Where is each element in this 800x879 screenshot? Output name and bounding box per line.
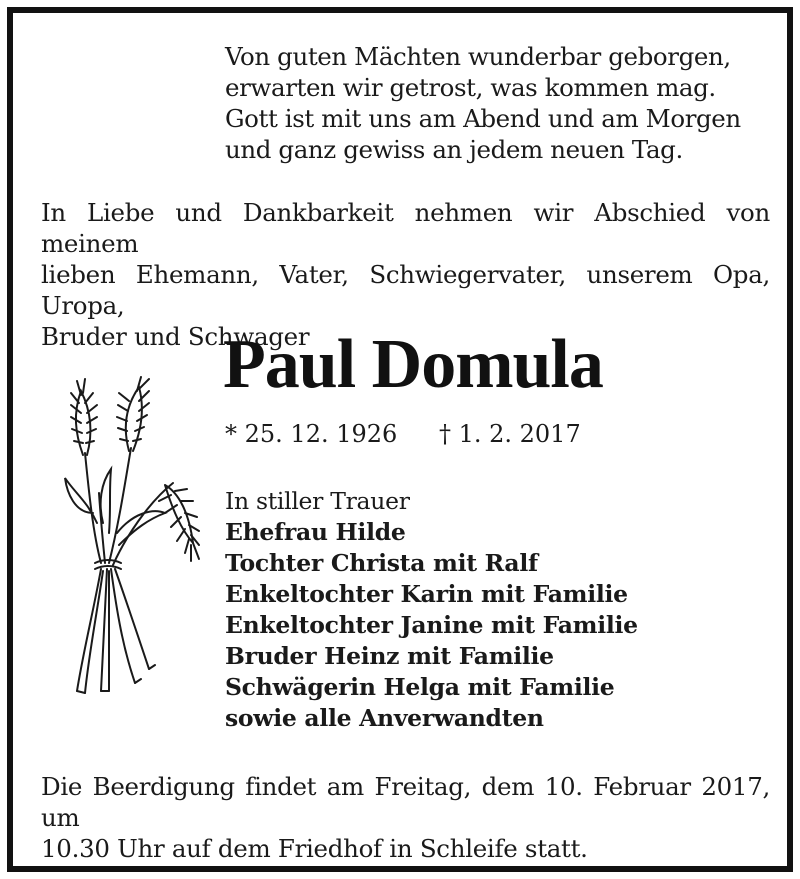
intro-line: lieben Ehemann, Vater, Schwiegervater, unserem Opa, Uropa, xyxy=(41,260,770,320)
intro-line: In Liebe und Dankbarkeit nehmen wir Abschied von meinem xyxy=(41,198,770,258)
mourner-entry: Enkeltochter Janine mit Familie xyxy=(225,611,638,639)
mourner-entry: Ehefrau Hilde xyxy=(225,518,406,546)
funeral-line: Die Beerdigung findet am Freitag, dem 10. Februar 2017, um xyxy=(41,772,770,832)
poem-line: Von guten Mächten wunderbar geborgen, xyxy=(225,42,731,71)
poem-line: und ganz gewiss an jedem neuen Tag. xyxy=(225,135,683,164)
mourner-entry: Tochter Christa mit Ralf xyxy=(225,549,538,577)
death-date: † 1. 2. 2017 xyxy=(438,420,581,448)
life-dates xyxy=(225,419,581,449)
intro-line: Bruder und Schwager xyxy=(41,322,310,351)
deceased-name: Paul Domula xyxy=(223,326,603,403)
poem-verse xyxy=(225,41,745,165)
mourner-entry: sowie alle Anverwandten xyxy=(225,704,544,732)
mourners-list xyxy=(225,486,638,734)
birth-date: * 25. 12. 1926 xyxy=(225,420,398,448)
mourner-entry: Bruder Heinz mit Familie xyxy=(225,642,554,670)
funeral-info xyxy=(41,771,770,864)
mourner-entry: Enkeltochter Karin mit Familie xyxy=(225,580,628,608)
mourning-lead: In stiller Trauer xyxy=(225,487,410,515)
wheat-sheaf-icon xyxy=(53,373,213,703)
mourner-entry: Schwägerin Helga mit Familie xyxy=(225,673,615,701)
poem-line: Gott ist mit uns am Abend und am Morgen xyxy=(225,104,741,133)
funeral-line: 10.30 Uhr auf dem Friedhof in Schleife statt. xyxy=(41,834,588,863)
poem-line: erwarten wir getrost, was kommen mag. xyxy=(225,73,716,102)
obituary-notice xyxy=(7,7,793,872)
